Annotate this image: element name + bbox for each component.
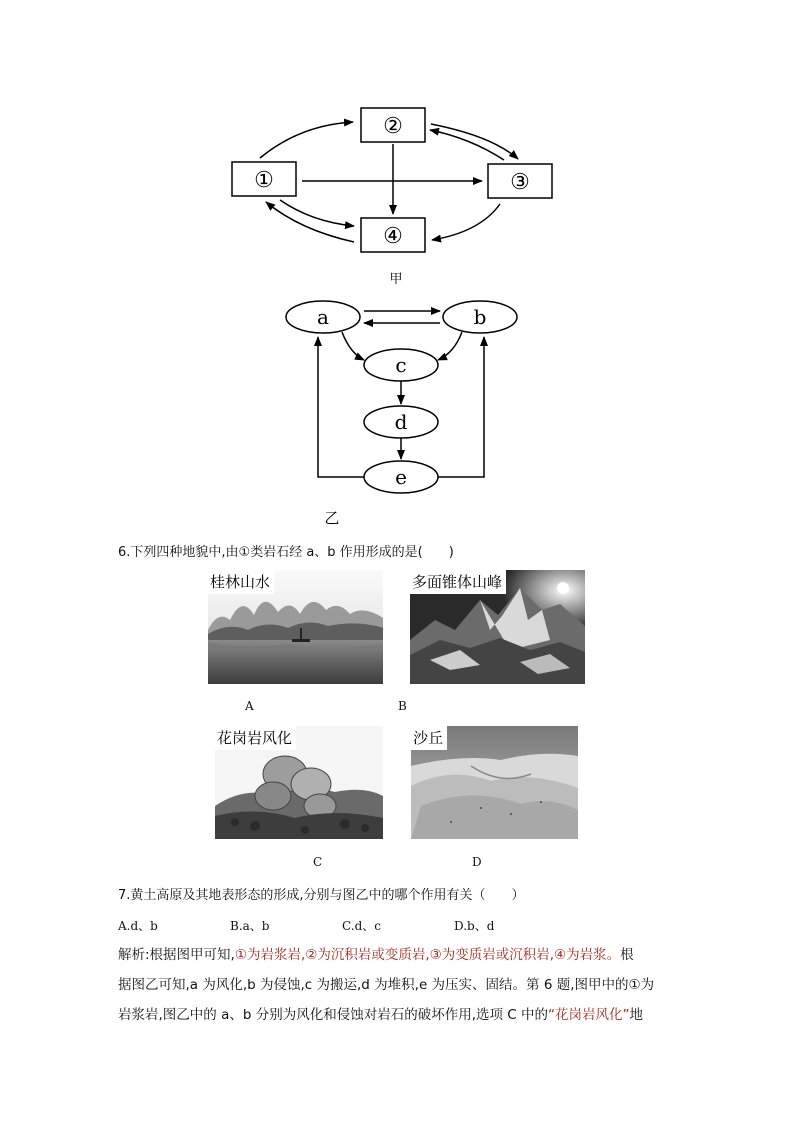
analysis-line-3-lead: 岩浆岩,图乙中的 a、b 分别为风化和侵蚀对岩石的破坏作用,选项 C 中的 [118,1007,549,1023]
node-4: ④ [383,224,403,249]
option-b: B.a、b [230,919,270,933]
option-c: C.d、c [342,919,381,933]
question-7: 7.黄土高原及其地表形态的形成,分别与图乙中的哪个作用有关（ ） [118,888,525,903]
node-a: a [317,305,329,329]
node-e: e [395,465,407,489]
photo-title-d: 沙丘 [411,726,447,750]
node-1: ① [254,168,274,193]
arrow-e-to-a [318,337,364,477]
diagram-jia [220,100,570,290]
arrow-1-to-2 [260,122,353,158]
photo-title-c: 花岗岩风化 [215,726,296,750]
analysis-line-1-lead: 解析:根据图甲可知, [118,947,235,963]
diagram-yi [280,295,530,530]
node-2: ② [383,114,403,139]
analysis-line-1-highlight: ①为岩浆岩,②为沉积岩或变质岩,③为变质岩或沉积岩,④为岩浆。 [234,947,621,963]
arrow-4-to-1 [266,202,354,242]
caption-jia: 甲 [389,272,403,287]
caption-yi: 乙 [324,509,340,527]
node-c: c [395,353,407,377]
analysis-line-3-tail: 地 [629,1007,644,1023]
analysis-block [118,940,678,1030]
arrow-3-to-4 [432,204,500,240]
photo-guilin [208,570,383,684]
question-6: 6.下列四种地貌中,由①类岩石经 a、b 作用形成的是( ) [118,545,454,560]
analysis-line-3-highlight: “花岗岩风化” [548,1007,630,1023]
arrow-b-to-c [438,332,462,360]
analysis-line-2: 据图乙可知,a 为风化,b 为侵蚀,c 为搬运,d 为堆积,e 为压实、固结。第 6 题,图甲中的①为 [118,977,655,993]
option-d: D.b、d [454,919,495,933]
option-a: A.d、b [118,919,158,933]
node-d: d [394,410,408,434]
analysis-line-1-tail: 根 [620,947,634,963]
analysis-line-1 [118,940,678,970]
photo-letter-c: C [313,855,323,869]
photo-letter-d: D [472,855,482,869]
photo-letter-a: A [245,699,254,713]
photo-granite-weathering [215,726,383,839]
node-b: b [473,305,487,329]
arrow-a-to-c [342,332,364,360]
arrow-2-to-3 [431,124,518,159]
analysis-line-3 [118,1000,678,1030]
photo-sand-dune [411,726,578,839]
photo-title-b: 多面锥体山峰 [410,570,506,594]
arrow-1-to-4 [280,200,354,226]
photo-pyramidal-peak [410,570,585,684]
node-3: ③ [510,170,530,195]
arrow-e-to-b [438,337,484,477]
photo-letter-b: B [398,699,407,713]
photo-title-a: 桂林山水 [208,570,274,594]
arrow-3-to-2 [430,130,504,160]
